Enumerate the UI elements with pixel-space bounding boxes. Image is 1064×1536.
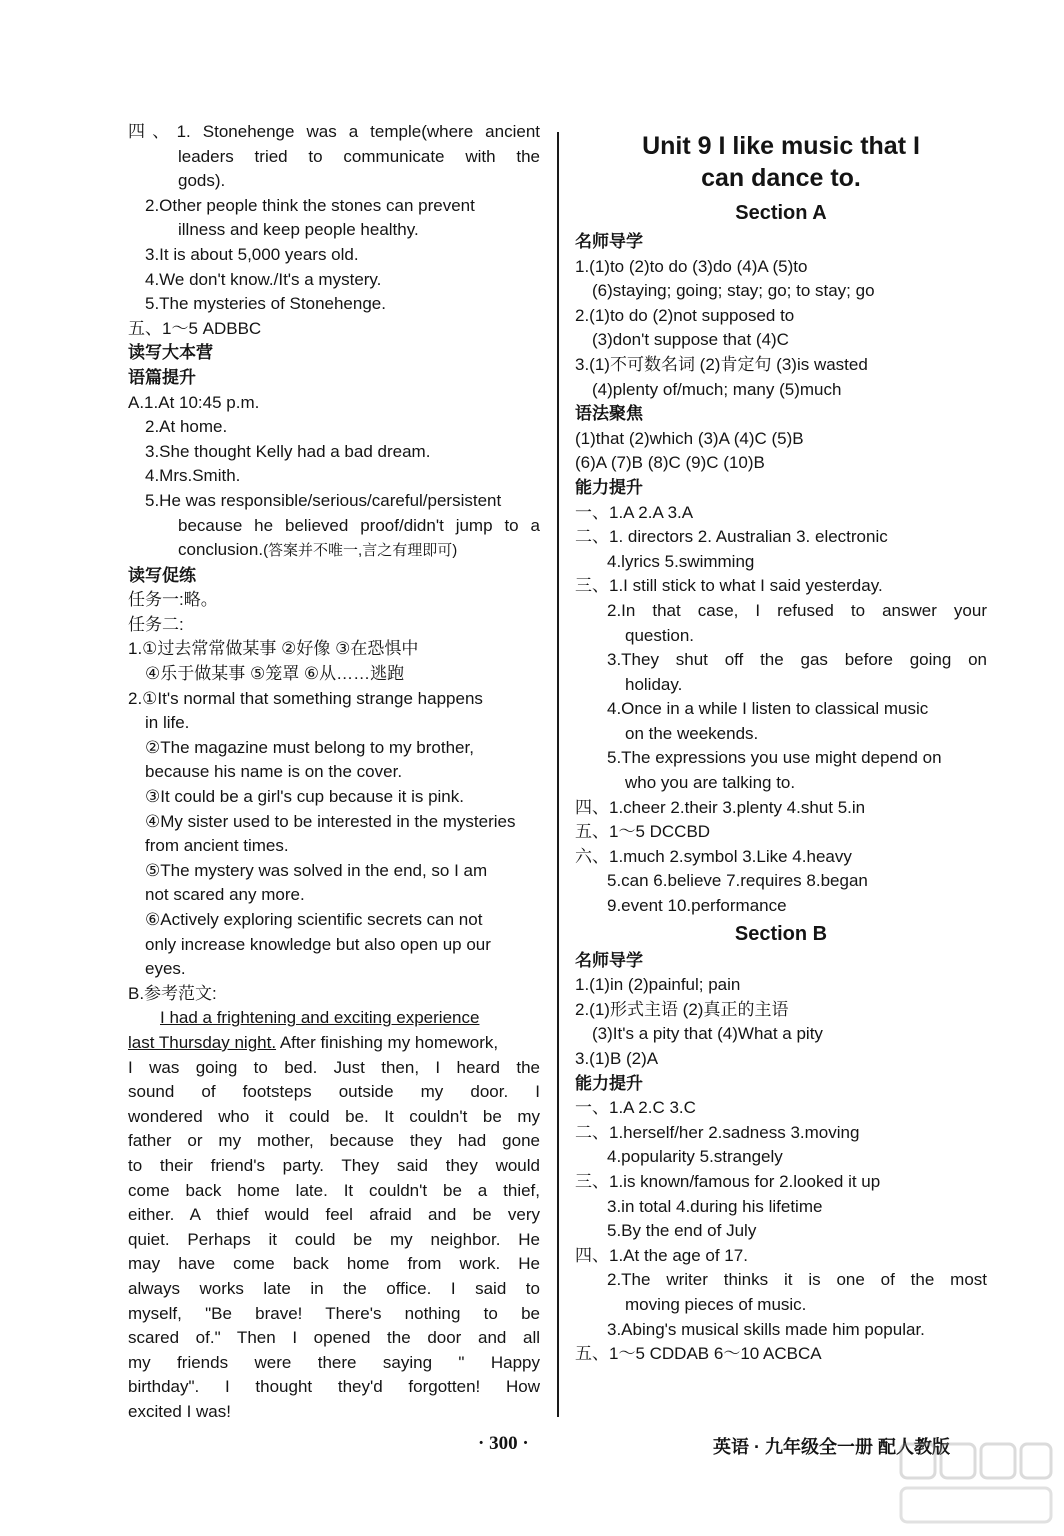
line-text: 3.in total 4.during his lifetime <box>607 1196 823 1216</box>
line-text: either. A thief would feel afraid and be very <box>128 1205 540 1225</box>
line-text: 5.He was responsible/serious/careful/persistent <box>145 490 502 510</box>
line-text: come back home late. It couldn't be a thief, <box>128 1180 540 1200</box>
footer-title: 英语 · 九年级全一册 配人教版 <box>713 1437 950 1457</box>
line-text: on the weekends. <box>625 723 759 743</box>
line-text: 1.(1)in (2)painful; pain <box>575 975 741 995</box>
answer-line <box>575 550 987 575</box>
answer-line <box>128 538 540 564</box>
line-text: 五、1～5 DCCBD <box>575 822 711 842</box>
line-text: 5.The mysteries of Stonehenge. <box>145 294 386 314</box>
answer-line <box>128 1400 540 1425</box>
line-text: 2.(1)形式主语 (2)真正的主语 <box>575 999 789 1019</box>
line-text: eyes. <box>145 959 186 979</box>
line-text: holiday. <box>625 674 683 694</box>
line-text: 读写促练 <box>128 565 196 585</box>
answer-line <box>128 317 540 342</box>
line-text: 3.(1)不可数名词 (2)肯定句 (3)is wasted <box>575 354 868 374</box>
answer-line <box>128 785 540 810</box>
answer-line <box>128 883 540 908</box>
answer-line <box>575 1096 987 1121</box>
unit-title <box>575 130 987 194</box>
answer-line <box>128 1203 540 1228</box>
line-text: (3)don't suppose that (4)C <box>592 330 789 350</box>
line-text: 任务一:略。 <box>128 590 218 610</box>
line-text: always works late in the office. I said to <box>128 1278 540 1298</box>
answer-line <box>128 1302 540 1327</box>
line-text: myself, "Be brave! There's nothing to be <box>128 1303 540 1323</box>
answer-line <box>128 1326 540 1351</box>
line-text: to their friend's party. They said they would <box>128 1155 540 1175</box>
line-text: 一、1.A 2.C 3.C <box>575 1098 696 1118</box>
line-text: ⑤The mystery was solved in the end, so I am <box>145 860 488 880</box>
line-text: in life. <box>145 713 190 733</box>
line-text: 2.①It's normal that something strange happens <box>128 688 483 708</box>
line-text: 9.event 10.performance <box>607 896 787 916</box>
line-text: A.1.At 10:45 p.m. <box>128 392 260 412</box>
line-text: 四、1.At the age of 17. <box>575 1245 748 1265</box>
answer-line <box>575 328 987 353</box>
column-divider <box>557 132 559 1417</box>
line-text: B.参考范文: <box>128 983 217 1003</box>
answer-line <box>128 145 540 170</box>
line-text: 2.In that case, I refused to answer your <box>607 600 987 620</box>
line-text: ④乐于做某事 ⑤笼罩 ⑥从……逃跑 <box>145 664 405 684</box>
answer-line <box>128 1056 540 1081</box>
line-text: because he believed proof/didn't jump to a <box>178 515 540 535</box>
answer-line <box>128 760 540 785</box>
underlined-text: last Thursday night. <box>128 1032 277 1052</box>
answer-line <box>128 1031 540 1056</box>
answer-line <box>575 869 987 894</box>
answer-line <box>575 1072 987 1097</box>
answer-line <box>128 514 540 539</box>
line-text: 语法聚焦 <box>575 404 643 424</box>
line-text: moving pieces of music. <box>625 1294 807 1314</box>
line-text: 名师导学 <box>575 232 643 251</box>
line-text: 2.At home. <box>145 417 228 437</box>
answer-line <box>575 973 987 998</box>
answer-line <box>128 1006 540 1031</box>
answer-line <box>128 1252 540 1277</box>
line-text: ⑥Actively exploring scientific secrets can not <box>145 910 483 929</box>
answer-line <box>575 697 987 722</box>
answer-line <box>575 820 987 845</box>
answer-line <box>128 1154 540 1179</box>
line-text: ③It could be a girl's cup because it is pink. <box>145 787 464 807</box>
answer-line <box>128 933 540 958</box>
line-text: 2.Other people think the stones can prevent <box>145 195 475 215</box>
line-text: my friends were there saying " Happy <box>128 1352 540 1372</box>
answer-line <box>575 525 987 550</box>
line-text: 能力提升 <box>575 477 643 497</box>
line-text: 四、1.cheer 2.their 3.plenty 4.shut 5.in <box>575 797 866 817</box>
answer-line <box>128 662 540 687</box>
line-text: not scared any more. <box>145 885 305 905</box>
line-text: After finishing my homework, <box>276 1032 499 1052</box>
answer-line <box>575 304 987 329</box>
answer-line <box>128 711 540 736</box>
line-text: 4.Mrs.Smith. <box>145 466 241 486</box>
line-text: 1.(1)to (2)to do (3)do (4)A (5)to <box>575 256 808 276</box>
line-text: quiet. Perhaps it could be my neighbor. He <box>128 1229 540 1249</box>
answer-line <box>128 218 540 243</box>
answer-line <box>128 1228 540 1253</box>
answer-line <box>128 243 540 268</box>
answer-line <box>575 1268 987 1293</box>
line-text: I was going to bed. Just then, I heard the <box>128 1057 540 1077</box>
answer-line <box>128 1080 540 1105</box>
answer-line <box>575 771 987 796</box>
answer-line <box>575 1047 987 1072</box>
answer-line <box>128 194 540 219</box>
line-text: wondered who it could be. It couldn't be my <box>128 1106 540 1126</box>
line-text: 三、1.is known/famous for 2.looked it up <box>575 1171 881 1191</box>
answer-note: (答案并不唯一,言之有理即可) <box>263 542 458 560</box>
answer-line <box>128 489 540 514</box>
line-text: 读写大本营 <box>128 343 213 363</box>
line-text: 六、1.much 2.symbol 3.Like 4.heavy <box>575 846 852 866</box>
line-text: conclusion. <box>178 540 264 560</box>
unit-title-line-1: Unit 9 I like music that I <box>642 132 920 160</box>
line-text: father or my mother, because they had gone <box>128 1131 540 1151</box>
answer-line <box>128 613 540 638</box>
line-text: 五、1～5 CDDAB 6～10 ACBCA <box>575 1344 822 1364</box>
line-text: excited I was! <box>128 1401 231 1421</box>
answer-line <box>128 687 540 712</box>
section-b-heading: Section B <box>734 922 828 945</box>
section-a-content <box>575 230 987 919</box>
page-number: · 300 · <box>478 1433 529 1454</box>
line-text: 三、1.I still stick to what I said yesterday. <box>575 576 883 596</box>
line-text: 二、1. directors 2. Australian 3. electronic <box>575 527 888 547</box>
answer-line <box>128 588 540 613</box>
line-text: question. <box>625 625 694 645</box>
answer-line <box>128 366 540 391</box>
line-text: (3)It's a pity that (4)What a pity <box>592 1024 823 1044</box>
line-text: 3.She thought Kelly had a bad dream. <box>145 441 431 461</box>
answer-line <box>128 440 540 465</box>
line-text: 2.The writer thinks it is one of the most <box>607 1270 987 1290</box>
answer-line <box>128 834 540 859</box>
line-text: 5.can 6.believe 7.requires 8.began <box>607 871 868 891</box>
line-text: scared of." Then I opened the door and all <box>128 1328 540 1348</box>
answer-line <box>575 624 987 649</box>
line-text: 3.It is about 5,000 years old. <box>145 244 359 264</box>
answer-line <box>128 1129 540 1154</box>
line-text: only increase knowledge but also open up our <box>145 934 491 954</box>
answer-line <box>128 859 540 884</box>
answer-line <box>575 353 987 378</box>
answer-line <box>575 378 987 403</box>
line-text: from ancient times. <box>145 836 289 856</box>
section-a-heading: Section A <box>735 202 827 224</box>
answer-line <box>575 648 987 673</box>
answer-line <box>575 230 987 255</box>
line-text: 五、1～5 ADBBC <box>128 318 262 338</box>
answer-line <box>128 341 540 366</box>
answer-line <box>575 1293 987 1318</box>
line-text: ④My sister used to be interested in the mysteries <box>145 811 516 831</box>
answer-line <box>128 810 540 835</box>
line-text: 4.Once in a while I listen to classical music <box>607 699 929 719</box>
answer-line <box>128 564 540 589</box>
line-text: 5.By the end of July <box>607 1221 757 1241</box>
answer-line <box>128 292 540 317</box>
answer-line <box>575 1195 987 1220</box>
answer-line <box>575 949 987 974</box>
answer-line <box>575 574 987 599</box>
answer-line <box>128 1105 540 1130</box>
answer-line <box>128 982 540 1007</box>
answer-line <box>128 415 540 440</box>
answer-line <box>575 451 987 476</box>
answer-line <box>575 1121 987 1146</box>
line-text: 能力提升 <box>575 1073 643 1093</box>
answer-line <box>575 476 987 501</box>
line-text: 任务二: <box>128 614 184 634</box>
line-text: 3.Abing's musical skills made him popular. <box>607 1319 925 1339</box>
line-text: 3.They shut off the gas before going on <box>607 650 987 670</box>
answer-line <box>575 722 987 747</box>
line-text: sound of footsteps outside my door. I <box>128 1082 540 1102</box>
line-text: 二、1.herself/her 2.sadness 3.moving <box>575 1122 860 1142</box>
answer-line <box>128 1277 540 1302</box>
answer-line <box>575 845 987 870</box>
line-text: 4.popularity 5.strangely <box>607 1147 783 1167</box>
answer-line <box>575 599 987 624</box>
section-b-content <box>575 949 987 1367</box>
line-text: 1.①过去常常做某事 ②好像 ③在恐惧中 <box>128 639 419 659</box>
answer-line <box>575 673 987 698</box>
line-text: illness and keep people healthy. <box>178 220 419 240</box>
line-text: 5.The expressions you use might depend on <box>607 748 942 768</box>
line-text: 名师导学 <box>575 950 643 970</box>
line-text: gods). <box>178 171 226 191</box>
line-text: 2.(1)to do (2)not supposed to <box>575 305 795 325</box>
answer-line <box>575 1145 987 1170</box>
answer-line <box>575 1022 987 1047</box>
answer-line <box>128 957 540 982</box>
line-text: 4.lyrics 5.swimming <box>607 551 755 571</box>
line-text: 四、1. Stonehenge was a temple(where ancient <box>128 122 540 141</box>
line-text: (4)plenty of/much; many (5)much <box>592 379 842 399</box>
line-text: who you are talking to. <box>625 773 796 793</box>
answer-line <box>575 1244 987 1269</box>
answer-line <box>575 427 987 452</box>
answer-line <box>575 746 987 771</box>
answer-line <box>128 268 540 293</box>
answer-line <box>575 255 987 280</box>
line-text: ②The magazine must belong to my brother, <box>145 737 474 757</box>
line-text: (6)staying; going; stay; go; to stay; go <box>592 281 875 301</box>
line-text: (1)that (2)which (3)A (4)C (5)B <box>575 428 804 448</box>
answer-line <box>128 169 540 194</box>
answer-line <box>575 998 987 1023</box>
answer-line <box>575 1170 987 1195</box>
line-text: because his name is on the cover. <box>145 762 403 782</box>
line-text: 4.We don't know./It's a mystery. <box>145 269 382 289</box>
answer-line <box>128 120 540 145</box>
answer-line <box>128 1179 540 1204</box>
answer-line <box>575 796 987 821</box>
answer-line <box>128 1351 540 1376</box>
answer-line <box>128 637 540 662</box>
answer-line <box>128 908 540 933</box>
answer-line <box>128 736 540 761</box>
unit-title-line-2: can dance to. <box>701 164 861 192</box>
line-text: 语篇提升 <box>128 367 196 387</box>
right-column <box>575 120 987 1367</box>
line-text: (6)A (7)B (8)C (9)C (10)B <box>575 453 765 473</box>
answer-line <box>128 391 540 416</box>
left-column <box>128 120 540 1424</box>
answer-line <box>128 464 540 489</box>
line-text: 3.(1)B (2)A <box>575 1049 659 1068</box>
line-text: may have come back home from work. He <box>128 1254 540 1274</box>
answer-line <box>575 1318 987 1343</box>
answer-line <box>575 894 987 919</box>
answer-line <box>575 279 987 304</box>
line-text: birthday". I thought they'd forgotten! How <box>128 1377 540 1397</box>
watermark-logo-icon <box>893 1436 1058 1531</box>
line-text: I had a frightening and exciting experience <box>160 1008 480 1028</box>
line-text: leaders tried to communicate with the <box>178 146 540 166</box>
answer-line <box>575 501 987 526</box>
line-text: 一、1.A 2.A 3.A <box>575 502 694 522</box>
answer-line <box>575 1342 987 1367</box>
answer-line <box>575 402 987 427</box>
answer-line <box>128 1375 540 1400</box>
answer-line <box>575 1219 987 1244</box>
